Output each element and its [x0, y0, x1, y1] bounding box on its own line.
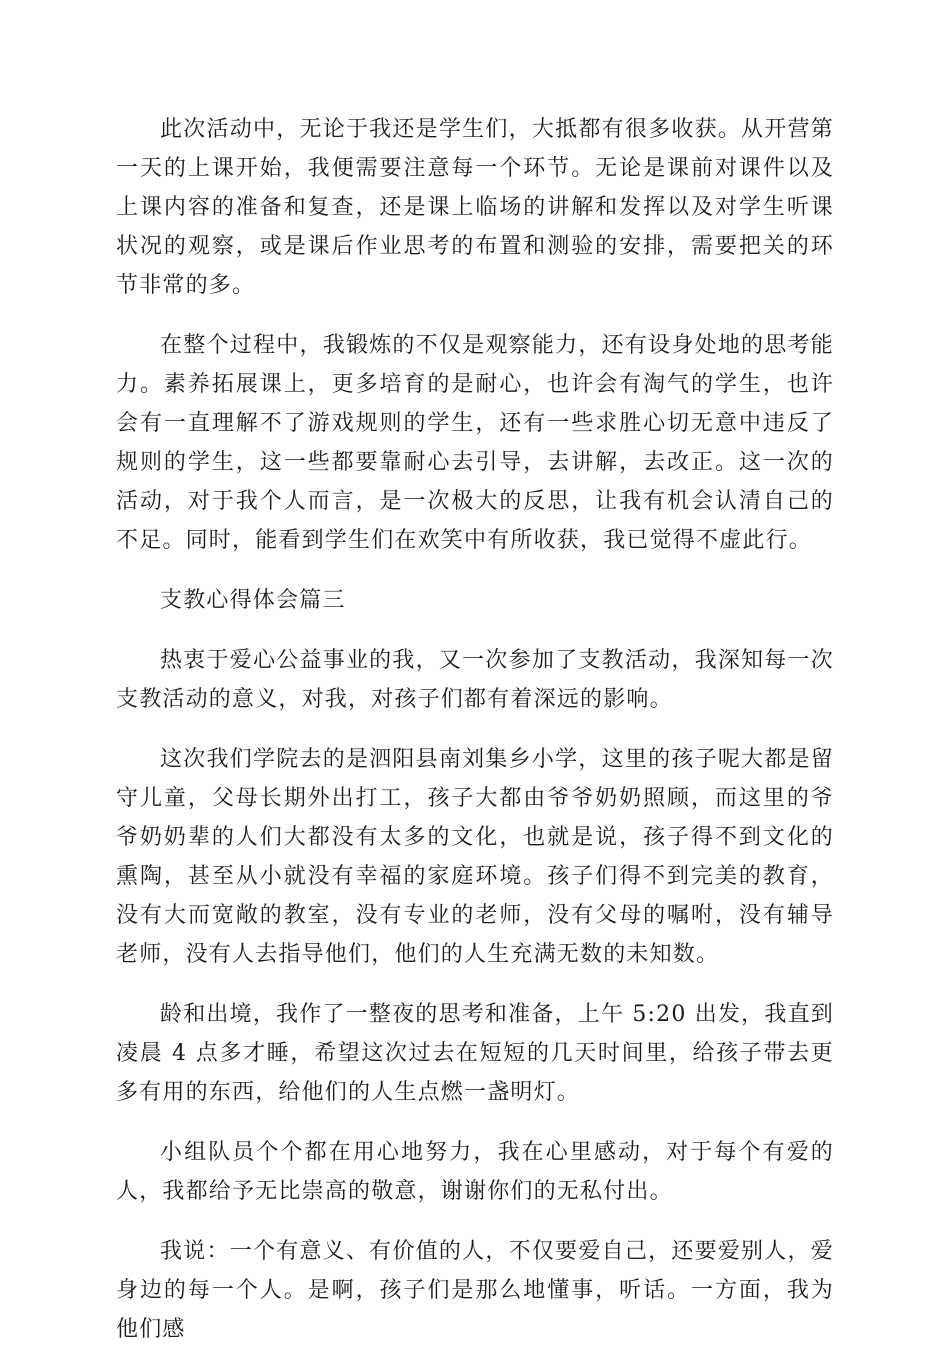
- paragraph-6: 小组队员个个都在用心地努力，我在心里感动，对于每个有爱的人，我都给予无比崇高的敬意，谢谢你们的无私付出。: [116, 1140, 834, 1204]
- paragraph-3: 热衷于爱心公益事业的我，又一次参加了支教活动，我深知每一次支教活动的意义，对我，对孩子们都有着深远的影响。: [116, 648, 834, 712]
- paragraph-1: 此次活动中，无论于我还是学生们，大抵都有很多收获。从开营第一天的上课开始，我便需要注意每一个环节。无论是课前对课件以及上课内容的准备和复查，还是课上临场的讲解和发挥以及对学生听课状况的观察，或是课后作业思考的布置和测验的安排，需要把关的环节非常的多。: [116, 117, 834, 298]
- paragraph-7: 我说：一个有意义、有价值的人，不仅要爱自己，还要爱别人，爱身边的每一个人。是啊，孩子们是那么地懂事，听话。一方面，我为他们感: [116, 1239, 834, 1342]
- section-heading: 支教心得体会篇三: [160, 588, 346, 613]
- paragraph-2: 在整个过程中，我锻炼的不仅是观察能力，还有设身处地的思考能力。素养拓展课上，更多培育的是耐心，也许会有淘气的学生，也许会有一直理解不了游戏规则的学生，还有一些求胜心切无意中违反了规则的学生，这一些都要靠耐心去引导，去讲解，去改正。这一次的活动，对于我个人而言，是一次极大的反思，让我有机会认清自己的不足。同时，能看到学生们在欢笑中有所收获，我已觉得不虚此行。: [116, 333, 834, 553]
- paragraph-5: 龄和出境，我作了一整夜的思考和准备，上午 5:20 出发，我直到凌晨 4 点多才睡，希望这次过去在短短的几天时间里，给孩子带去更多有用的东西，给他们的人生点燃一盏明灯。: [116, 1002, 834, 1105]
- paragraph-4: 这次我们学院去的是泗阳县南刘集乡小学，这里的孩子呢大都是留守儿童，父母长期外出打工，孩子大都由爷爷奶奶照顾，而这里的爷爷奶奶辈的人们大都没有太多的文化，也就是说，孩子得不到文化的熏陶，甚至从小就没有幸福的家庭环境。孩子们得不到完美的教育，没有大而宽敞的教室，没有专业的老师，没有父母的嘱咐，没有辅导老师，没有人去指导他们，他们的人生充满无数的未知数。: [116, 747, 834, 967]
- document-body: [116, 110, 834, 1370]
